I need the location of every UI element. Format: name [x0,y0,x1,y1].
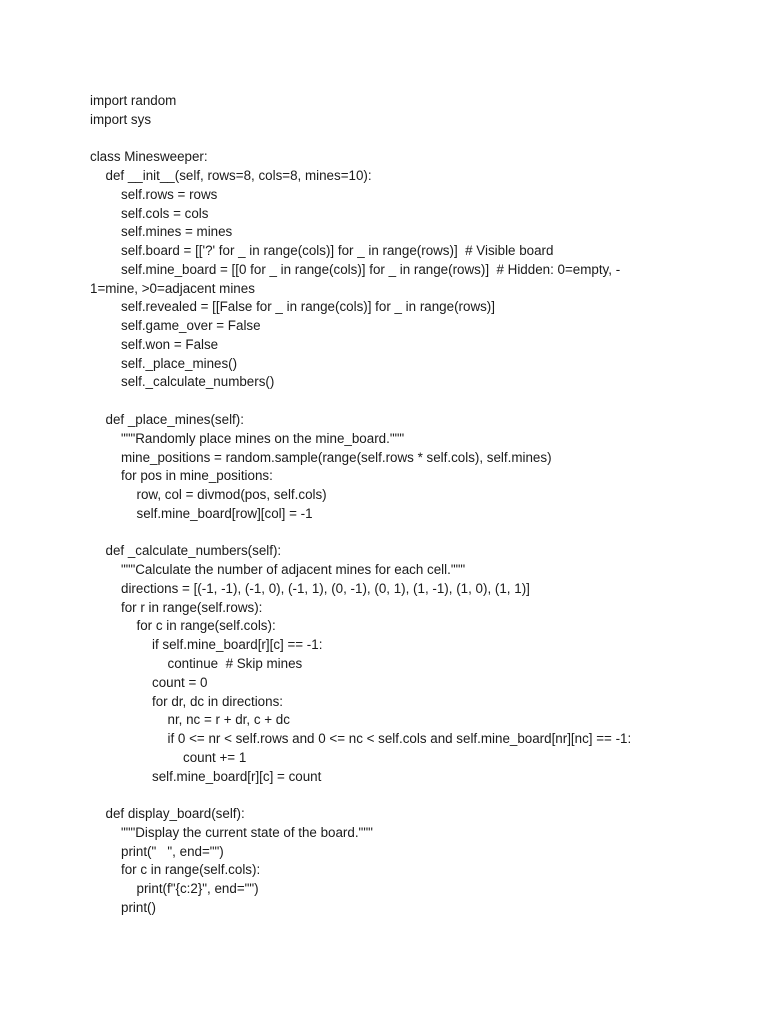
code-line: print(f"{c:2}", end="") [136,881,259,897]
code-line: def __init__(self, rows=8, cols=8, mines=10): [105,168,372,184]
code-line: for r in range(self.rows): [121,599,263,615]
code-line: for c in range(self.cols): [136,618,276,634]
code-line: for c in range(self.cols): [121,862,261,878]
code-line: count = 0 [152,674,208,690]
code-line: print(" ", end="") [121,843,224,859]
code-line: self.mines = mines [121,224,233,240]
blank-line [90,392,650,411]
code-line: self.won = False [121,336,219,352]
code-line: self.mine_board[row][col] = -1 [136,505,313,521]
code-line: def display_board(self): [105,806,245,822]
code-line: 1=mine, >0=adjacent mines [90,280,255,296]
code-line: self.mine_board[r][c] = count [152,768,322,784]
code-line: self.game_over = False [121,318,261,334]
code-line: self._place_mines() [121,355,238,371]
code-line: row, col = divmod(pos, self.cols) [136,487,327,503]
blank-line [90,786,650,805]
code-line: """Calculate the number of adjacent mines for each cell.""" [121,562,466,578]
blank-line [90,524,650,543]
code-line: self.board = [['?' for _ in range(cols)] for _ in range(rows)] # Visible board [121,243,554,259]
blank-line [90,130,650,149]
code-line: continue # Skip mines [167,655,303,671]
code-line: def _calculate_numbers(self): [105,543,282,559]
code-line: count += 1 [183,749,247,765]
code-line: import sys [90,111,152,127]
code-line: for dr, dc in directions: [152,693,283,709]
code-line: class Minesweeper: [90,149,208,165]
code-line: self.revealed = [[False for _ in range(cols)] for _ in range(rows)] [121,299,495,315]
code-line: self.cols = cols [121,205,209,221]
code-line: def _place_mines(self): [105,412,244,428]
code-line: """Display the current state of the board.""" [121,824,373,840]
code-line: nr, nc = r + dr, c + dc [167,712,290,728]
code-line: self.mine_board = [[0 for _ in range(cols)] for _ in range(rows)] # Hidden: 0=empty, - [121,261,621,277]
code-line: mine_positions = random.sample(range(self.rows * self.cols), self.mines) [121,449,552,465]
code-line: print() [121,899,156,915]
code-line: if 0 <= nr < self.rows and 0 <= nc < self.cols and self.mine_board[nr][nc] == -1: [167,731,632,747]
code-line: if self.mine_board[r][c] == -1: [152,637,323,653]
code-line: self.rows = rows [121,186,218,202]
code-line: """Randomly place mines on the mine_board.""" [121,430,405,446]
code-line: for pos in mine_positions: [121,468,273,484]
code-line: self._calculate_numbers() [121,374,275,390]
code-line: import random [90,93,177,108]
code-line: directions = [(-1, -1), (-1, 0), (-1, 1), (0, -1), (0, 1), (1, -1), (1, 0), (1, 1)] [121,580,530,596]
code-listing [90,92,650,918]
